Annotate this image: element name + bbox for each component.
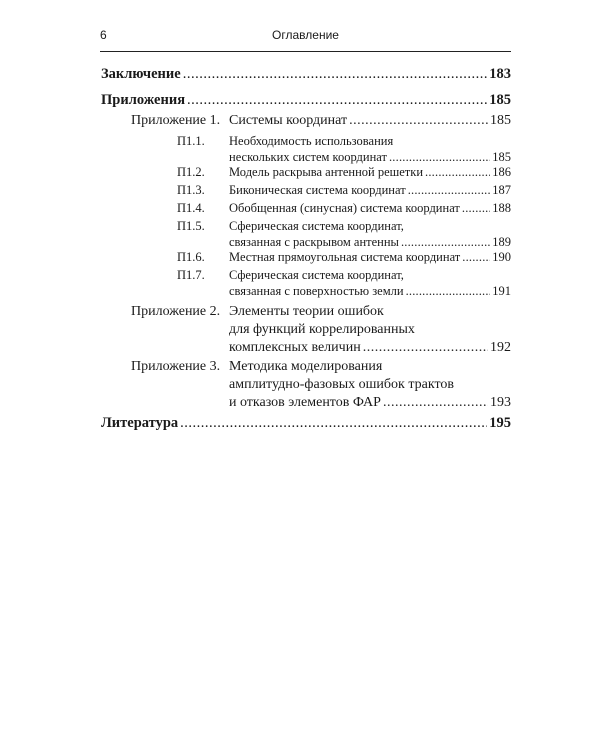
toc-entry-page: 192 xyxy=(490,340,511,355)
subentry-page: 188 xyxy=(492,201,511,215)
subentry-title-line2: нескольких систем координат xyxy=(229,150,387,164)
toc-subentry-p1-1[interactable] xyxy=(177,134,511,168)
subentry-number: П1.6. xyxy=(177,250,205,264)
subentry-title-line1: Обобщенная (синусная) система координат xyxy=(229,201,460,215)
toc-entry-page: 183 xyxy=(489,66,511,82)
dot-leader xyxy=(349,113,488,129)
toc-entry-page: 185 xyxy=(489,92,511,108)
toc-entry-title: Приложения xyxy=(101,92,186,108)
subentry-number: П1.4. xyxy=(177,201,205,215)
subentry-number: П1.3. xyxy=(177,183,205,197)
dot-leader xyxy=(406,284,491,299)
subentry-title-line1: Сферическая система координат, xyxy=(229,219,404,233)
toc-entry-page: 193 xyxy=(490,395,511,410)
dot-leader xyxy=(389,150,490,165)
appendix-label: Приложение 1. xyxy=(131,113,221,128)
dot-leader xyxy=(383,395,488,411)
dot-leader xyxy=(180,415,487,432)
dot-leader xyxy=(183,66,488,83)
toc-subentry-p1-5[interactable] xyxy=(177,219,511,253)
header-rule xyxy=(100,51,511,52)
subentry-title-line1: Сферическая система координат, xyxy=(229,268,404,282)
dot-leader xyxy=(462,201,490,216)
subentry-title-line1: Модель раскрыва антенной решетки xyxy=(229,165,424,179)
subentry-title-line2: связанная с раскрывом антенны xyxy=(229,235,399,249)
appendix-title-line1: Методика моделирования xyxy=(229,359,383,374)
toc-entry-title: Литература xyxy=(101,415,179,431)
subentry-number: П1.7. xyxy=(177,268,205,282)
dot-leader xyxy=(401,235,490,250)
toc-subentry-p1-4[interactable] xyxy=(177,201,511,219)
running-title: Оглавление xyxy=(272,28,339,42)
appendix-label: Приложение 3. xyxy=(131,359,221,374)
toc-entry-appendix-1[interactable] xyxy=(131,113,511,129)
subentry-title-line2: связанная с поверхностью земли xyxy=(229,284,404,298)
toc-entry-title: Заключение xyxy=(101,66,181,82)
page-number: 6 xyxy=(100,28,107,42)
subentry-page: 186 xyxy=(492,165,511,179)
subentry-number: П1.1. xyxy=(177,134,205,148)
toc-subentry-p1-6[interactable] xyxy=(177,250,511,268)
toc-entry-page: 195 xyxy=(489,415,511,431)
subentry-title-line1: Биконическая система координат xyxy=(229,183,406,197)
dot-leader xyxy=(425,165,490,180)
toc-entry-appendix-2[interactable] xyxy=(131,304,511,360)
subentry-page: 185 xyxy=(492,150,511,164)
toc-entry-conclusion[interactable] xyxy=(101,66,511,83)
subentry-page: 190 xyxy=(492,250,511,264)
dot-leader xyxy=(363,340,488,356)
appendix-title-line3: и отказов элементов ФАР xyxy=(229,395,381,410)
dot-leader xyxy=(408,183,491,198)
appendix-title-line2: амплитудно-фазовых ошибок трактов xyxy=(229,377,454,392)
appendix-label: Приложение 2. xyxy=(131,304,221,319)
toc-subentry-p1-7[interactable] xyxy=(177,268,511,302)
page-header xyxy=(100,28,511,50)
subentry-number: П1.2. xyxy=(177,165,205,179)
subentry-number: П1.5. xyxy=(177,219,205,233)
toc-entry-literature[interactable] xyxy=(101,415,511,432)
subentry-page: 187 xyxy=(492,183,511,197)
toc-entry-title: Системы координат xyxy=(229,113,348,128)
dot-leader xyxy=(462,250,490,265)
dot-leader xyxy=(187,92,487,109)
appendix-title-line1: Элементы теории ошибок xyxy=(229,304,384,319)
appendix-title-line2: для функций коррелированных xyxy=(229,322,415,337)
toc-entry-page: 185 xyxy=(490,113,511,128)
subentry-page: 189 xyxy=(492,235,511,249)
toc-entry-appendices[interactable] xyxy=(101,92,511,109)
toc-subentry-p1-2[interactable] xyxy=(177,165,511,183)
subentry-title-line1: Необходимость использования xyxy=(229,134,394,148)
appendix-title-line3: комплексных величин xyxy=(229,340,361,355)
subentry-page: 191 xyxy=(492,284,511,298)
toc-subentry-p1-3[interactable] xyxy=(177,183,511,201)
subentry-title-line1: Местная прямоугольная система координат xyxy=(229,250,461,264)
toc-entry-appendix-3[interactable] xyxy=(131,359,511,415)
